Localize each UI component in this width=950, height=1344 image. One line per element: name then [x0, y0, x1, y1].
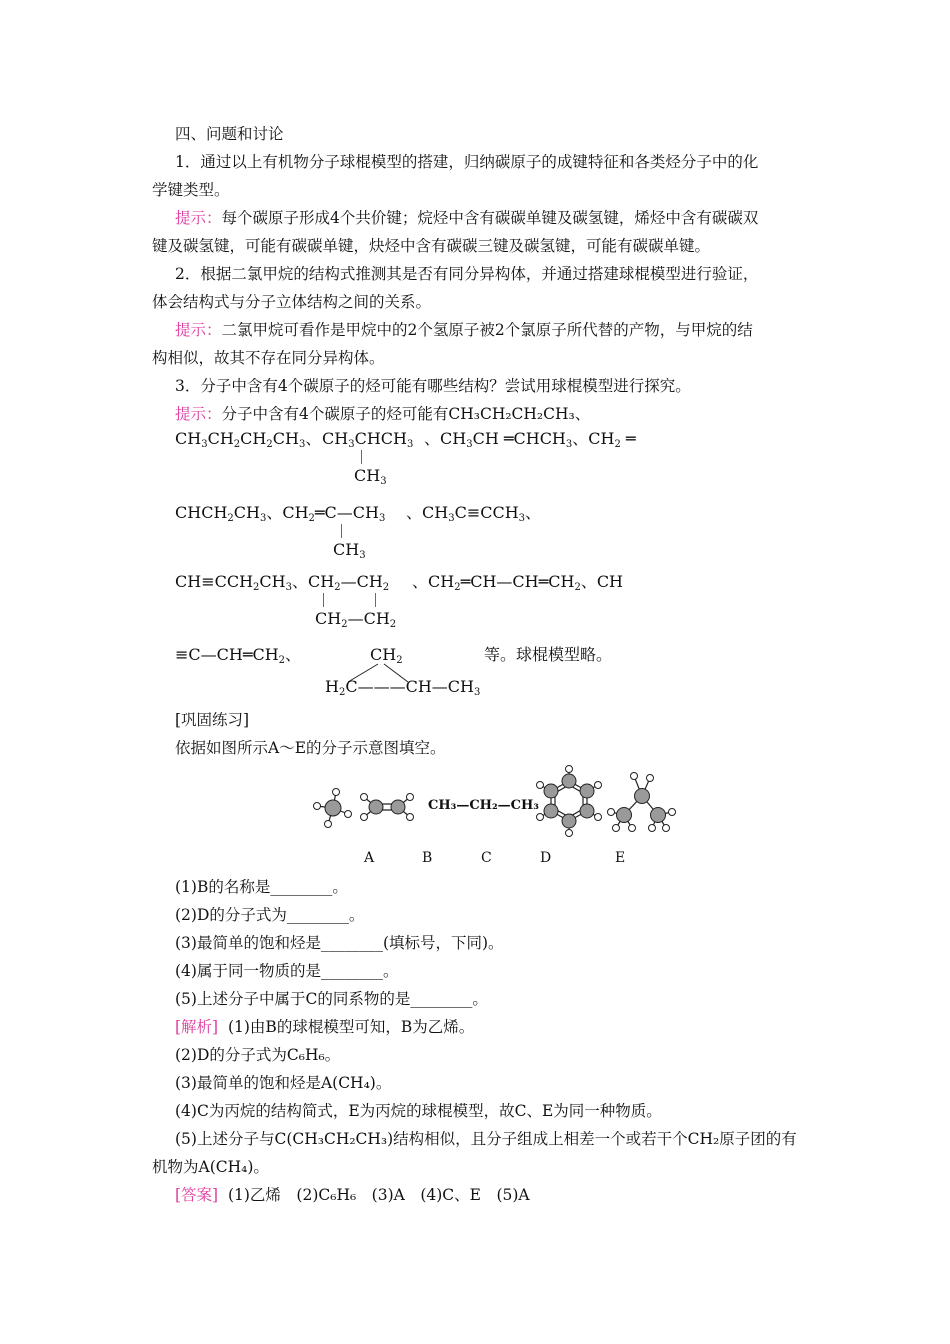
molecule-a-methane	[310, 786, 356, 830]
hint-2-line-1	[175, 320, 753, 340]
question-1-line-2: 学键类型。	[152, 181, 230, 199]
section-heading: 四、问题和讨论	[175, 125, 284, 143]
question-item-3: (3)最简单的饱和烃是________(填标号，下同)。	[175, 934, 504, 952]
formula-isobutane-branch: $CH_3$	[354, 466, 387, 487]
molecule-c-formula: CH₃—CH₂—CH₃	[428, 798, 539, 813]
exercise-intro: 依据如图所示A～E的分子示意图填空。	[175, 739, 446, 757]
hint-2-line-2: 构相似，故其不存在同分异构体。	[152, 349, 385, 367]
hint-3-line-1	[175, 404, 590, 424]
formula-cyclobutane-bottom: $CH_2—CH_2$	[315, 609, 397, 630]
hint-text: 每个碳原子形成4个共价键；烷烃中含有碳碳单键及碳氢键，烯烃中含有碳碳双	[221, 209, 759, 227]
answer-line	[175, 1185, 530, 1205]
analysis-line-2: (2)D的分子式为C₆H₆。	[175, 1046, 341, 1064]
analysis-line-4: (4)C为丙烷的结构简式，E为丙烷的球棍模型，故C、E为同一种物质。	[175, 1102, 662, 1120]
exercise-heading: [巩固练习]	[175, 711, 250, 729]
formula-isobutane: $CH_3CHCH_3$	[322, 429, 414, 450]
formula-butane: $CH_3CH_2CH_2CH_3$、	[175, 429, 322, 450]
hint-label: 提示：	[175, 321, 222, 339]
formula-1-butene: $CHCH_2CH_3$、$CH_2═C—CH_3$	[175, 503, 386, 524]
formula-isobutene-branch: $CH_3$	[333, 540, 366, 561]
formula-2-butyne: 、$CH_3C\equiv CCH_3$、	[406, 503, 542, 524]
molecule-b-ethene	[358, 788, 416, 826]
hint-text: 分子中含有4个碳原子的烃可能有CH₃CH₂CH₂CH₃、	[221, 405, 591, 423]
hint-1-line-1	[175, 208, 758, 228]
hint-label: 提示：	[175, 405, 222, 423]
question-item-5: (5)上述分子中属于C的同系物的是________。	[175, 990, 488, 1008]
bond-line	[341, 524, 342, 538]
label-a: A	[364, 850, 375, 866]
formula-2-butene: 、$CH_3CH$ $═CHCH_3$、$CH_2$ ═	[424, 429, 636, 450]
hint-label: 提示：	[175, 209, 222, 227]
molecule-e-propane	[606, 768, 678, 836]
question-2-line-1: 2．根据二氯甲烷的结构式推测其是否有同分异构体，并通过搭建球棍模型进行验证，	[175, 265, 759, 283]
question-2-line-2: 体会结构式与分子立体结构之间的关系。	[152, 293, 432, 311]
formula-ending: 等。球棍模型略。	[484, 645, 613, 664]
answer-tag: [答案]	[175, 1186, 219, 1204]
analysis-line-3: (3)最简单的饱和烃是A(CH₄)。	[175, 1074, 392, 1092]
question-1-line-1: 1．通过以上有机物分子球棍模型的搭建，归纳碳原子的成键特征和各类烃分子中的化	[175, 153, 759, 171]
question-item-4: (4)属于同一物质的是________。	[175, 962, 399, 980]
bond-line	[375, 593, 376, 607]
label-e: E	[615, 850, 626, 866]
question-item-2: (2)D的分子式为________。	[175, 906, 365, 924]
bond-line	[323, 593, 324, 607]
hint-text: 二氯甲烷可看作是甲烷中的2个氢原子被2个氯原子所代替的产物，与甲烷的结	[221, 321, 753, 339]
formula-vinylacetylene: $\equiv C—CH═CH_2$、	[175, 645, 302, 666]
analysis-line-6: 机物为A(CH₄)。	[152, 1158, 269, 1176]
analysis-line-1	[175, 1017, 474, 1037]
formula-butadiene: 、$CH_2═CH—CH═CH_2$、CH	[412, 572, 624, 593]
analysis-tag: [解析]	[175, 1018, 219, 1036]
label-c: C	[481, 850, 492, 866]
bond-line	[361, 450, 362, 464]
formula-methylcyclopropane-top: $CH_2$	[370, 645, 403, 666]
answer-text: (1)乙烯 (2)C₆H₆ (3)A (4)C、E (5)A	[227, 1186, 530, 1204]
formula-methylcyclopropane-bottom: $H_2C———CH—CH_3$	[325, 677, 481, 698]
label-d: D	[540, 850, 552, 866]
analysis-text: (1)由B的球棍模型可知，B为乙烯。	[227, 1018, 475, 1036]
formula-1-butyne: $CH\equiv CCH_2CH_3$、$CH_2—CH_2$	[175, 572, 390, 593]
label-b: B	[422, 850, 433, 866]
question-item-1: (1)B的名称是________。	[175, 878, 348, 896]
molecule-d-benzene	[532, 764, 606, 838]
question-3: 3．分子中含有4个碳原子的烃可能有哪些结构？尝试用球棍模型进行探究。	[175, 377, 691, 395]
hint-1-line-2: 键及碳氢键，可能有碳碳单键，炔烃中含有碳碳三键及碳氢键，可能有碳碳单键。	[152, 237, 711, 255]
analysis-line-5: (5)上述分子与C(CH₃CH₂CH₃)结构相似，且分子组成上相差一个或若干个CH₂原子团的有	[175, 1130, 797, 1148]
